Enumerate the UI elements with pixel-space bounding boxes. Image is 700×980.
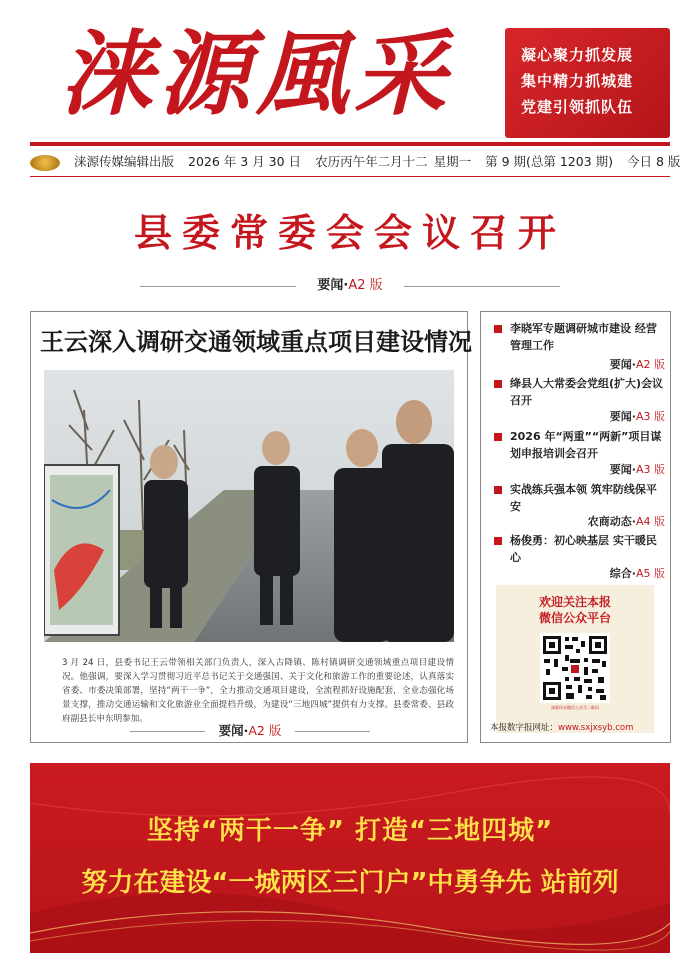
bullet-square-icon — [494, 433, 502, 441]
publisher: 涞源传媒编辑出版 — [74, 154, 175, 169]
digital-edition-url[interactable] — [490, 722, 662, 734]
sidebar-item-title[interactable]: 绛县人大常委会党组(扩大)会议召开 — [510, 377, 664, 407]
wechat-promo-title — [496, 594, 654, 626]
sidebar-item-page-ref[interactable] — [560, 462, 665, 478]
sidebar-item-page-ref[interactable] — [560, 566, 665, 582]
page-ref: A3 版 — [635, 463, 665, 476]
lunar-date: 农历丙午年二月十二 — [315, 154, 428, 169]
page-ref: A3 版 — [635, 410, 665, 423]
issue-date: 2026 年 3 月 30 日 — [188, 154, 302, 169]
section-name: 要闻· — [218, 723, 249, 738]
sidebar-item-title[interactable]: 李晓军专题调研城市建设 经营 管理工作 — [510, 322, 657, 352]
url-label: 本报数字报网址： — [490, 723, 559, 733]
banner-line-1: 坚持“两干一争” 打造“三地四城” — [146, 816, 554, 846]
headline-page-ref[interactable] — [296, 276, 404, 296]
weekday: 星期一 — [433, 154, 472, 169]
bullet-square-icon — [494, 380, 502, 388]
wechat-line: 欢迎关注本报 — [538, 595, 611, 609]
banner-line-2: 努力在建设“一城两区三门户”中勇争先 站前列 — [81, 868, 619, 898]
article-caption: 3 月 24 日，县委书记王云带领相关部门负责人，深入古降镇、陈村镇调研交通领域重点项目建设情况。他强调，要深入学习贯彻习近平总书记关于交通强国、关于文化和旅游工作的重要论述，认真落实省委、市委决策部署，坚持“两干一争”，全力推动交通项目建设，全流程抓好设施配套，全业态强化场景支撑，推动交通运输和文化旅游业全面提档升级，为建设“三地四城”提供有力支撑。县委常委、县政府副县长申东明参加。 — [62, 658, 454, 724]
sidebar-item-page-ref[interactable] — [560, 409, 665, 425]
masthead-rule — [30, 142, 670, 146]
section-name: 综合· — [609, 567, 636, 580]
sidebar-item-title[interactable]: 2026 年“两重”“两新”项目谋划申报培训会召开 — [510, 430, 662, 460]
sidebar-item-title[interactable]: 杨俊勇：初心映基层 实干暖民心 — [510, 534, 657, 564]
section-name: 要闻· — [609, 358, 636, 371]
info-divider — [30, 176, 670, 177]
issue-info-bar — [30, 151, 681, 173]
article-photo — [44, 370, 454, 642]
section-name: 要闻· — [609, 463, 636, 476]
section-name: 农商动态· — [587, 515, 636, 528]
article-page-ref[interactable] — [205, 721, 295, 741]
page-ref: A2 版 — [348, 278, 383, 293]
url-link[interactable]: www.sxjxsyb.com — [558, 723, 634, 733]
slogan-box — [505, 28, 670, 138]
page-ref: A2 版 — [635, 358, 665, 371]
page-ref: A5 版 — [635, 567, 665, 580]
sidebar-item-page-ref[interactable] — [560, 514, 665, 530]
section-name: 要闻· — [609, 410, 636, 423]
qr-code-graphic — [540, 633, 610, 703]
bullet-square-icon — [494, 486, 502, 494]
publisher-logo-icon — [30, 155, 60, 171]
bullet-square-icon — [494, 325, 502, 333]
banner-wave-decoration — [30, 763, 670, 953]
main-article-title[interactable]: 王云深入调研交通领域重点项目建设情况 — [40, 327, 472, 356]
bullet-square-icon — [494, 537, 502, 545]
wechat-line: 微信公众平台 — [538, 611, 611, 625]
slogan-line: 凝心聚力抓发展 — [521, 46, 634, 64]
masthead-title: 涞源風采 — [60, 20, 453, 128]
slogan-line: 党建引领抓队伍 — [521, 98, 634, 116]
qr-caption: 涞源风采微信公众号二维码 — [551, 705, 599, 710]
page-count: 今日 8 版 — [627, 154, 681, 169]
article-photo-image — [44, 370, 454, 642]
page-ref: A4 版 — [635, 515, 665, 528]
lead-headline[interactable]: 县委常委会会议召开 — [133, 211, 566, 255]
issue-number: 第 9 期(总第 1203 期) — [485, 154, 614, 169]
sidebar-item-title[interactable]: 实战练兵强本领 筑牢防线保平安 — [510, 483, 657, 513]
slogan-banner — [30, 763, 670, 953]
qr-code-icon[interactable] — [540, 633, 610, 703]
page-ref: A2 版 — [248, 723, 282, 738]
section-name: 要闻· — [317, 278, 349, 293]
sidebar-item-page-ref[interactable] — [560, 357, 665, 373]
slogan-line: 集中精力抓城建 — [521, 72, 634, 90]
